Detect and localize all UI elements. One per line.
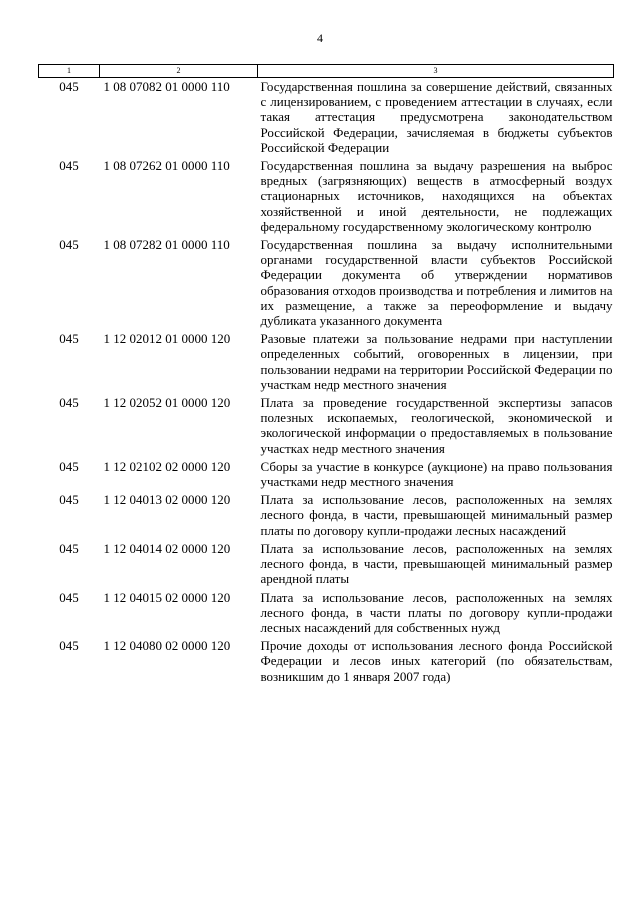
table-row: [39, 540, 614, 589]
budget-classification-code: 1 12 04080 02 0000 120: [103, 638, 231, 654]
admin-code: 045: [59, 540, 79, 556]
table-row: [39, 236, 614, 330]
revenue-description: Разовые платежи за пользование недрами при наступлении определенных событий, оговоренных в лицензии, при пользовании недрами на территории Российской Федерации по участкам недр местного значения: [260, 331, 613, 392]
admin-code: 045: [59, 638, 79, 654]
table-row: [39, 491, 614, 540]
admin-code: 045: [59, 395, 79, 411]
admin-code: 045: [59, 331, 79, 347]
column-header-2: 2: [100, 65, 258, 78]
revenue-description: Сборы за участие в конкурсе (аукционе) на право пользования участками недр местного значения: [260, 458, 613, 490]
table-row: [39, 78, 614, 158]
budget-classification-code: 1 08 07262 01 0000 110: [103, 158, 230, 174]
revenue-description: Плата за использование лесов, расположенных на землях лесного фонда, в части, превышающей минимальный размер арендной платы: [260, 540, 613, 587]
table-row: [39, 157, 614, 236]
budget-classification-code: 1 12 02052 01 0000 120: [103, 395, 231, 411]
table-header: [39, 65, 614, 78]
budget-classification-code: 1 12 04015 02 0000 120: [103, 589, 231, 605]
budget-classification-code: 1 12 04014 02 0000 120: [103, 540, 231, 556]
table-body: [39, 78, 614, 686]
admin-code: 045: [59, 237, 79, 253]
page-number: 4: [317, 31, 323, 45]
admin-code: 045: [59, 158, 79, 174]
revenue-description: Прочие доходы от использования лесного фонда Российской Федерации и лесов иных категорий (по обязательствам, возникшим до 1 января 2007 года): [260, 638, 613, 684]
admin-code: 045: [59, 492, 79, 508]
budget-classification-code: 1 12 02012 01 0000 120: [103, 331, 231, 347]
revenue-description: Государственная пошлина за совершение действий, связанных с лицензированием, с проведением аттестации в случаях, если такая аттестация предусмотрена законодательством Российской Федерации, зачисляемая в бюджеты субъектов Российской Федерации: [260, 79, 613, 155]
column-header-3: 3: [258, 65, 614, 78]
column-header-1: 1: [39, 65, 100, 78]
revenue-description: Государственная пошлина за выдачу разрешения на выброс вредных (загрязняющих) веществ в атмосферный воздух стационарных источников, находящихся на объектах хозяйственной и иной деятельности, не подлежащих федеральному государственному экологическому контролю: [260, 158, 613, 234]
admin-code: 045: [59, 589, 79, 605]
table-row: [39, 394, 614, 458]
table-row: [39, 637, 614, 686]
budget-classification-code: 1 08 07282 01 0000 110: [103, 237, 230, 253]
admin-code: 045: [59, 458, 79, 474]
admin-code: 045: [59, 79, 79, 94]
budget-classification-code: 1 12 04013 02 0000 120: [103, 492, 231, 508]
revenue-description: Плата за использование лесов, расположенных на землях лесного фонда, в части платы по договору купли-продажи лесных насаждений для собственных нужд: [260, 589, 613, 635]
budget-classification-code: 1 12 02102 02 0000 120: [103, 458, 231, 474]
table-row: [39, 330, 614, 394]
revenue-codes-table: [38, 64, 614, 686]
revenue-description: Плата за использование лесов, расположенных на землях лесного фонда, в части, превышающей минимальный размер платы по договору купли-продажи лесных насаждений: [260, 492, 613, 538]
table-row: [39, 589, 614, 638]
table-row: [39, 458, 614, 491]
revenue-description: Плата за проведение государственной экспертизы запасов полезных ископаемых, геологической, экономической и экологической информации о предоставляемых в пользование участках недр местного значения: [260, 395, 613, 456]
budget-classification-code: 1 08 07082 01 0000 110: [103, 79, 230, 94]
revenue-description: Государственная пошлина за выдачу исполнительными органами государственной власти субъектов Российской Федерации документа об утверждении нормативов образования отходов производства и потребления и лимитов на их размещение, а также за переоформление и выдачу дубликата указанного документа: [260, 237, 613, 329]
